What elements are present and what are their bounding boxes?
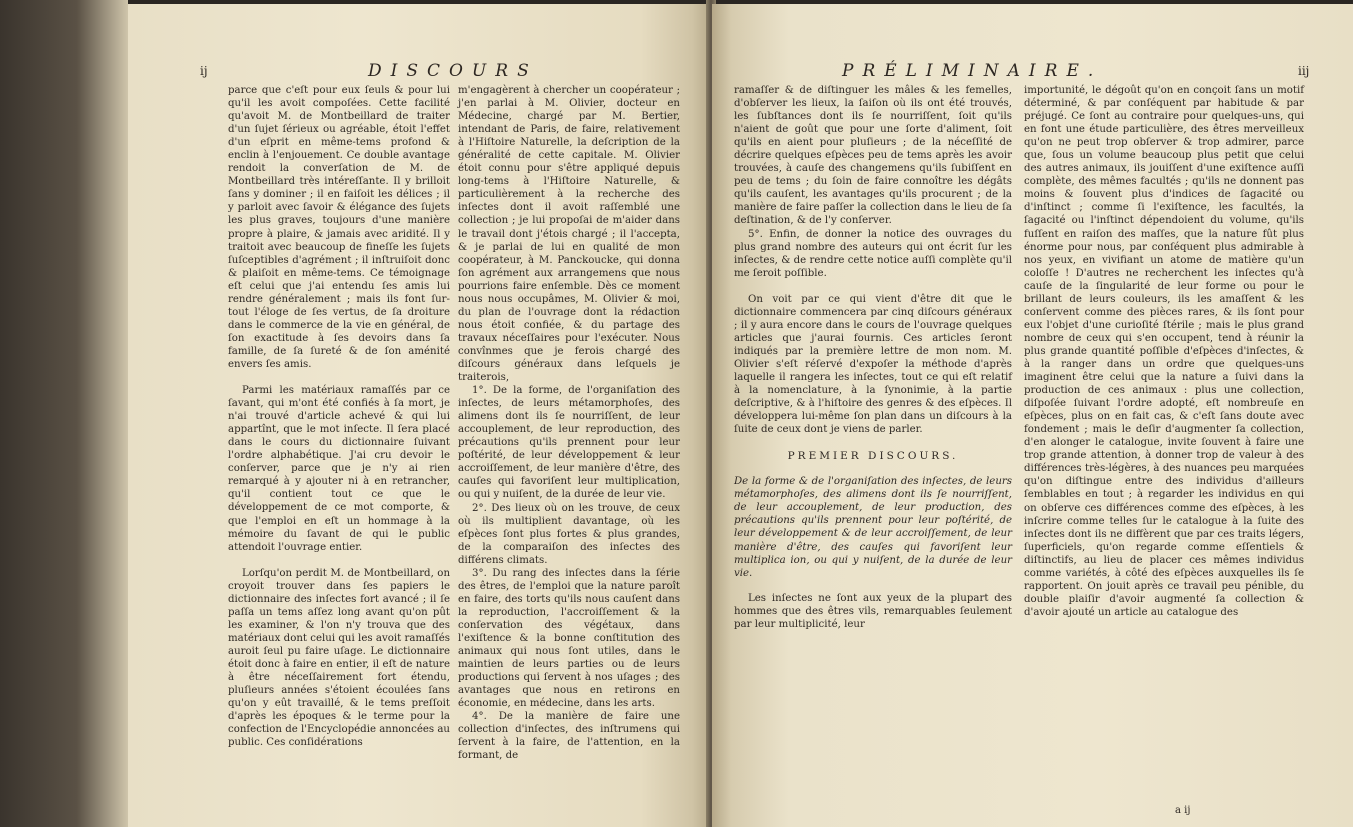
signature-mark: a ij [1175,805,1191,816]
book-cover-edge [0,0,128,827]
right-column-1 [734,84,1012,631]
paragraph: Lorſqu'on perdit M. de Montbeillard, on croyoit trouver dans ſes papiers le dictionnaire des inſectes fort avancé ; il ſe paſſa un tems aſſez long avant qu'on pût les examiner, & l'on n'y trouva que des matériaux dont celui qui les avoit ramaſſés auroit ſeul pu faire uſage. Le dictionnaire étoit donc à faire en entier, il eſt de nature à être néceſſairement fort étendu, pluſieurs années s'étoient écoulées ſans qu'on y eût travaillé, & le tems preſſoit d'après les époques & le terme pour la confection de l'Encyclopédie annoncées au public. Ces conſidérations [228,567,450,749]
paragraph: On voit par ce qui vient d'être dit que le dictionnaire commencera par cinq diſcours généraux ; il y aura encore dans le cours de l'ouvrage quelques articles que j'aurai fournis. Ces articles ſeront indiqués par la première lettre de mon nom. M. Olivier s'eſt réſervé d'expoſer la méthode d'après laquelle il rangera les inſectes, tout ce qui eſt relatif à la nomenclature, à la ſynonimie, à la partie deſcriptive, & à l'hiſtoire des genres & des eſpèces. Il développera lui-même ſon plan dans un diſcours à la ſuite de ceux dont je viens de parler. [734,293,1012,436]
paragraph: m'engagèrent à chercher un coopérateur ; j'en parlai à M. Olivier, docteur en Médecine, chargé par M. Bertier, intendant de Paris, de faire, relativement à l'Hiſtoire Naturelle, la deſcription de la généralité de cette capitale. M. Olivier étoit connu pour s'être appliqué depuis long-tems à l'Hiſtoire Naturelle, & particulièrement à la recherche des inſectes dont il avoit raſſemblé une collection ; je lui propoſai de m'aider dans le travail dont j'étois chargé ; il l'accepta, & je parlai de lui en qualité de mon coopérateur, à M. Panckoucke, qui donna ſon agrément aux arrangemens que nous pourrions faire enſemble. Dès ce moment nous nous occupâmes, M. Olivier & moi, du plan de l'ouvrage dont la rédaction nous étoit confiée, & du partage des travaux néceſſaires pour l'exécuter. Nous convînmes que je ferois chargé des diſcours généraux dans leſquels je traiterois, [458,85,680,384]
left-column-1 [228,84,450,749]
left-column-2 [458,84,680,762]
right-folio: iij [1298,64,1310,78]
right-column-2 [1024,84,1304,619]
right-page [712,4,1353,827]
paragraph: 2°. Des lieux où on les trouve, de ceux où ils multiplient davantage, où les eſpèces ſont plus fortes & plus grandes, de la comparaiſon des inſectes des différens climats. [458,502,680,566]
paragraph: importunité, le dégoût qu'on en conçoit ſans un motif déterminé, & par conſéquent par habitude & par préjugé. Ce ſont au contraire pour quelques-uns, qui en font une étude particulière, des êtres merveilleux qu'on ne peut trop obſerver & trop admirer, parce que, ſous un volume beaucoup plus petit que celui des autres animaux, ils jouiſſent d'une exiſtence auſſi complète, des mêmes facultés ; qu'ils ne donnent pas moins & ſouvent plus d'indices de ſagacité ou d'inſtinct ; comme ſi l'exiſtence, les facultés, la ſagacité ou l'inſtinct dépendoient du volume, qu'ils fuſſent en raiſon des maſſes, que la nature fût plus énorme pour nous, par conſéquent plus admirable à nos yeux, en vivifiant un atome de matière qu'un coloſſe ! D'autres ne recherchent les inſectes qu'à cauſe de la ſingularité de leur forme ou pour le brillant de leurs couleurs, ils les amaſſent & les conſervent comme des pièces rares, & ils ſont pour eux l'objet d'une curioſité ſtérile ; mais le plus grand nombre de ceux qui s'en occupent, tend à réunir la plus grande quantité poſſible d'eſpèces d'inſectes, & à la ranger dans un ordre que quelques-uns imaginent être celui que la nature a ſuivi dans la production de ces animaux : plus une collection, diſpoſée ſuivant l'ordre adopté, eſt nombreuſe en eſpèces, plus on en fait cas, & c'eſt ſans doute avec fondement ; mais le deſir d'augmenter ſa collection, d'en alonger le catalogue, invite ſouvent à faire une trop grande attention, à donner trop de valeur à des différences très-légères, à des nuances peu marquées qu'on diſtingue entre des individus d'ailleurs ſemblables en tout ; à regarder les individus en qui on obſerve ces différences comme des eſpèces, à les inſcrire comme telles ſur le catalogue à la ſuite des inſectes dont ils ne diffèrent que par ces traits légers, ſuperficiels, qu'on regarde comme eſſentiels & diſtinctifs, au lieu de placer ces mêmes individus comme variétés, à côté des eſpèces auxquelles ils ſe rapportent. On jouit après ce travail peu pénible, du double plaiſir d'avoir augmenté ſa collection & d'avoir ajouté un article au catalogue des [1024,85,1304,618]
left-folio: ij [200,64,208,78]
left-running-head: DISCOURS [368,61,538,81]
paragraph: 4°. De la manière de faire une collection d'inſectes, des inſtrumens qui ſervent à la faire, de l'attention, en la formant, de [458,711,680,762]
paragraph: 1°. De la forme, de l'organiſation des inſectes, de leurs métamorphoſes, des alimens dont ils ſe nourriſſent, de leur accouplement, de leur reproduction, des précautions qu'ils prennent pour leur poſtérité, de leur développement & leur accroiſſement, de leur manière d'être, des cauſes qui favoriſent leur multiplication, ou qui y nuiſent, de la durée de leur vie. [458,385,680,501]
paragraph: Parmi les matériaux ramaſſés par ce ſavant, qui m'ont été confiés à ſa mort, je n'ai trouvé d'article achevé & qui lui appartînt, que le mot inſecte. Il ſera placé dans le cours du dictionnaire ſuivant l'ordre alphabétique. J'ai cru devoir le conſerver, parce que je n'y ai rien remarqué à y ajouter ni à en retrancher, qu'il contient tout ce que le développement de ce mot comporte, & que l'emploi en eſt un hommage à la mémoire du ſavant de qui le public attendoit l'ouvrage entier. [228,385,450,553]
paragraph: Les inſectes ne ſont aux yeux de la plupart des hommes que des êtres vils, remarquables ſeulement par leur multiplicité, leur [734,592,1012,630]
right-running-head: PRÉLIMINAIRE. [842,61,1103,81]
paragraph: 5°. Enfin, de donner la notice des ouvrages du plus grand nombre des auteurs qui ont écrit ſur les inſectes, & de rendre cette notice auſſi complète qu'il me ſeroit poſſible. [734,228,1012,279]
paragraph: parce que c'eſt pour eux ſeuls & pour lui qu'il les avoit compoſées. Cette facilité qu'avoit M. de Montbeillard de traiter d'un ſujet ſérieux ou agréable, étoit l'effet d'un eſprit en même-tems profond & enclin à l'enjouement. Ce double avantage rendoit la converſation de M. de Montbeillard très intéreſſante. Il y brilloit ſans y dominer ; il en faiſoit les délices ; il y parloit avec ſavoir & élégance des ſujets les plus graves, toujours d'une manière propre à plaire, & jamais avec aridité. Il y traitoit avec beaucoup de fineſſe les ſujets ſuſceptibles d'agrément ; il inſtruiſoit donc & plaiſoit en même-tems. Ce témoignage eſt celui que j'ai entendu ſes amis lui rendre généralement ; mais ils font ſur-tout l'éloge de ſes vertus, de ſa droiture dans le commerce de la vie en général, de ſon exactitude à ſes devoirs dans ſa famille, de ſa ſureté & de ſon aménité envers ſes amis. [228,85,450,370]
paragraph: 3°. Du rang des inſectes dans la ſérie des êtres, de l'emploi que la nature paroît en faire, des torts qu'ils nous cauſent dans la reproduction, l'accroiſſement & la conſervation des végétaux, dans l'exiſtence & la bonne conſtitution des animaux qui nous ſont utiles, dans le maintien de leurs parties ou de leurs productions qui ſervent à nos uſages ; des avantages que nous en retirons en économie, en médecine, dans les arts. [458,567,680,710]
paragraph: ramaſſer & de diſtinguer les mâles & les femelles, d'obſerver les lieux, la ſaiſon où ils ont été trouvés, les ſubſtances dont ils ſe nourriſſent, ſoit qu'ils n'aient de goût que pour une ſorte d'aliment, ſoit qu'ils en aient pour pluſieurs ; de la néceſſité de décrire quelques eſpèces peu de tems après les avoir trouvées, à cauſe des changemens qu'ils ſubiſſent en peu de tems ; du ſoin de faire connoître les dégâts qu'ils cauſent, les avantages qu'ils procurent ; de la manière de faire paſſer la collection dans le lieu de ſa deſtination, & de l'y conſerver. [734,85,1012,227]
section-summary: De la forme & de l'organiſation des inſectes, de leurs métamorphoſes, des alimens dont ils ſe nourriſſent, de leur accouplement, de leur production, des précautions qu'ils prennent pour leur poſtérité, de leur développement & de leur accroiſſement, de leur manière d'être, des cauſes qui favoriſent leur multiplica ion, ou qui y nuiſent, de la durée de leur vie. [734,476,1012,579]
section-title: PREMIER DISCOURS. [787,450,959,463]
left-page [128,4,710,827]
